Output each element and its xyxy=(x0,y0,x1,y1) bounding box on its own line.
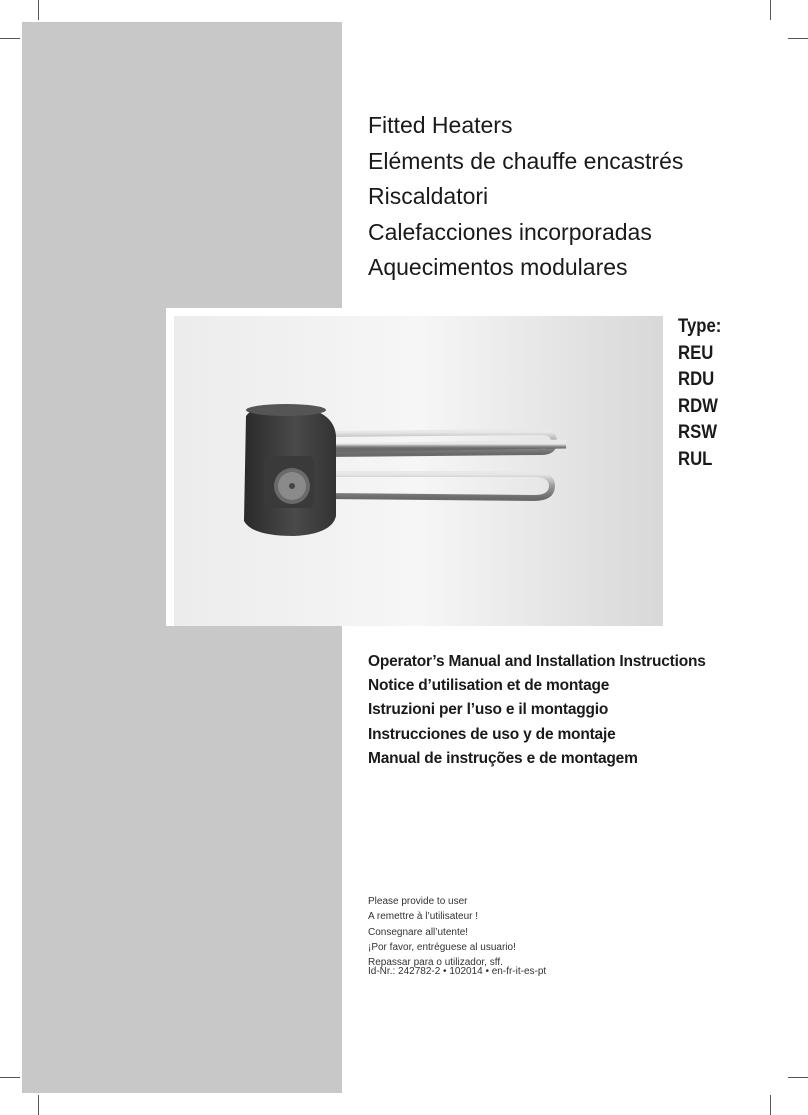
crop-mark-top-left-v xyxy=(38,0,39,20)
manual-title-pt: Manual de instruções e de montagem xyxy=(368,749,638,767)
crop-mark-bottom-left-v xyxy=(38,1095,39,1115)
type-model: RDU xyxy=(678,369,715,390)
crop-mark-top-left-h xyxy=(0,38,20,39)
title-en: Fitted Heaters xyxy=(368,112,513,138)
crop-mark-bottom-right-h xyxy=(788,1077,808,1078)
crop-mark-bottom-right-v xyxy=(770,1095,771,1115)
user-notes xyxy=(368,894,516,970)
manual-title-en: Operator’s Manual and Installation Instructions xyxy=(368,653,706,670)
title-it: Riscaldatori xyxy=(368,183,489,209)
manual-title-it: Istruzioni per l’uso e il montaggio xyxy=(368,701,609,719)
crop-mark-top-right-v xyxy=(770,0,771,20)
title-es: Calefacciones incorporadas xyxy=(368,218,652,245)
user-note: Repassar para o utilizador, sff. xyxy=(368,957,503,969)
type-model: REU xyxy=(678,342,714,364)
user-note: ¡Por favor, entréguese al usuario! xyxy=(368,941,516,953)
user-note: A remettre à l’utilisateur ! xyxy=(368,911,479,923)
user-note: Consegnare all’utente! xyxy=(368,926,469,938)
type-heading: Type: xyxy=(678,316,722,337)
product-photo-frame xyxy=(166,308,664,626)
document-id: Id-Nr.: 242782-2 • 102014 • en-fr-it-es-pt xyxy=(368,966,547,977)
type-list xyxy=(678,314,727,473)
type-model: RUL xyxy=(678,448,713,470)
user-note: Please provide to user xyxy=(368,896,468,907)
title-pt: Aquecimentos modulares xyxy=(368,254,628,280)
fitted-heater-image xyxy=(174,316,663,626)
type-model: RDW xyxy=(678,395,718,417)
manual-titles xyxy=(368,650,706,771)
manual-title-fr: Notice d’utilisation et de montage xyxy=(368,677,610,695)
crop-mark-top-right-h xyxy=(788,38,808,39)
product-titles xyxy=(368,108,683,286)
type-model: RSW xyxy=(678,422,718,443)
manual-title-es: Instrucciones de uso y de montaje xyxy=(368,725,616,743)
title-fr: Eléments de chauffe encastrés xyxy=(368,147,684,174)
crop-mark-bottom-left-h xyxy=(0,1077,20,1078)
